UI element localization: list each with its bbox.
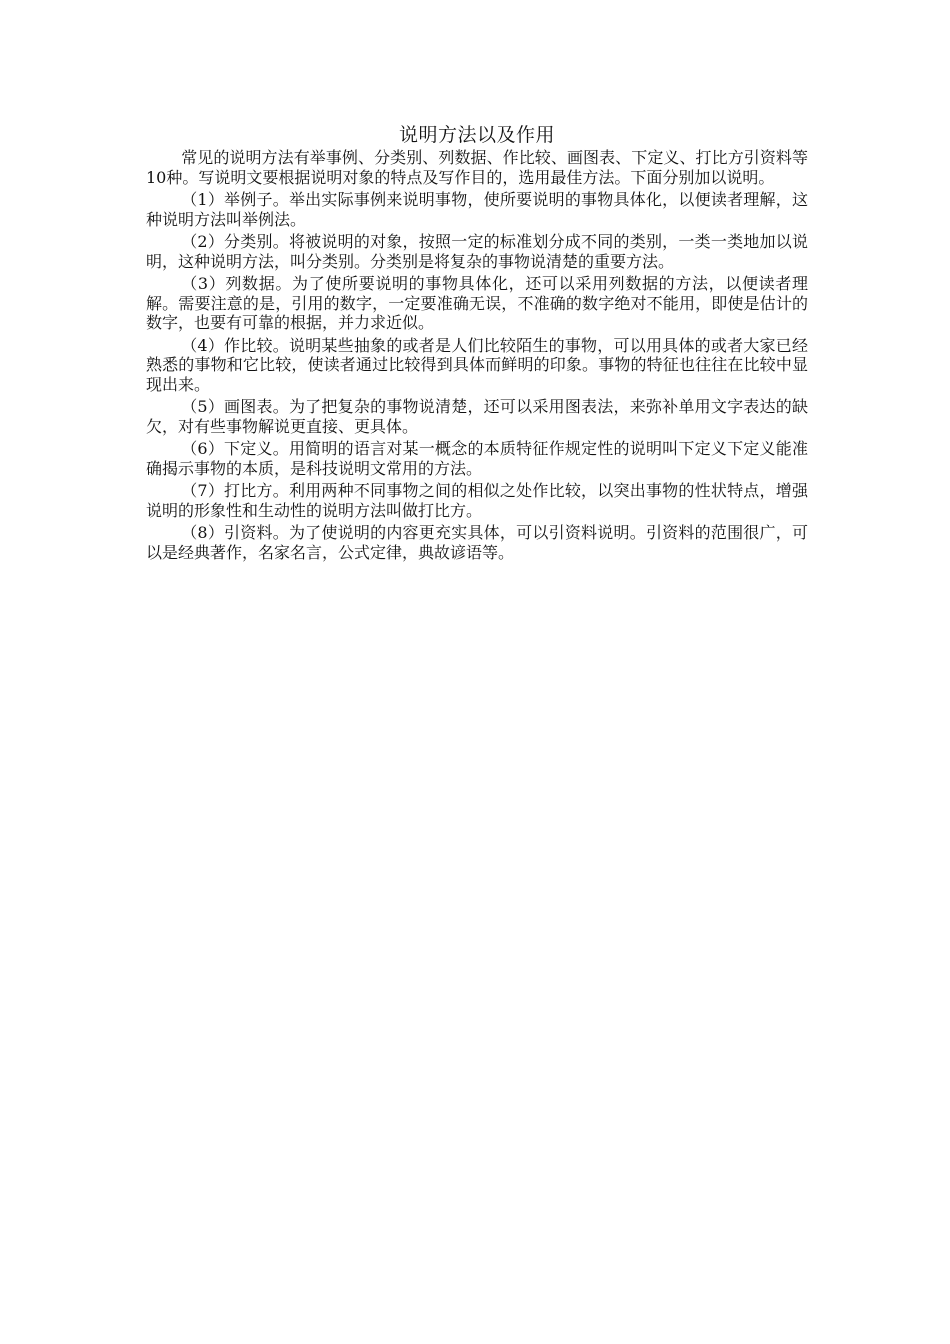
paragraph-definition: （6）下定义。用简明的语言对某一概念的本质特征作规定性的说明叫下定义下定义能准确揭示事物的本质，是科技说明文常用的方法。 bbox=[146, 439, 808, 478]
paragraph-data: （3）列数据。为了使所要说明的事物具体化，还可以采用列数据的方法，以便读者理解。需要注意的是，引用的数字，一定要准确无误，不准确的数字绝对不能用，即使是估计的数字，也要有可靠的根据，并力求近似。 bbox=[146, 274, 808, 332]
paragraph-citation: （8）引资料。为了使说明的内容更充实具体，可以引资料说明。引资料的范围很广，可以是经典著作，名家名言，公式定律，典故谚语等。 bbox=[146, 523, 808, 562]
paragraph-charts: （5）画图表。为了把复杂的事物说清楚，还可以采用图表法，来弥补单用文字表达的缺欠，对有些事物解说更直接、更具体。 bbox=[146, 397, 808, 436]
paragraph-analogy: （7）打比方。利用两种不同事物之间的相似之处作比较，以突出事物的性状特点，增强说明的形象性和生动性的说明方法叫做打比方。 bbox=[146, 481, 808, 520]
intro-paragraph: 常见的说明方法有举事例、分类别、列数据、作比较、画图表、下定义、打比方引资料等10种。写说明文要根据说明对象的特点及写作目的，选用最佳方法。下面分别加以说明。 bbox=[146, 148, 808, 187]
paragraph-classification: （2）分类别。将被说明的对象，按照一定的标准划分成不同的类别，一类一类地加以说明，这种说明方法，叫分类别。分类别是将复杂的事物说清楚的重要方法。 bbox=[146, 232, 808, 271]
document-page bbox=[146, 122, 808, 565]
paragraph-comparison: （4）作比较。说明某些抽象的或者是人们比较陌生的事物，可以用具体的或者大家已经熟悉的事物和它比较，使读者通过比较得到具体而鲜明的印象。事物的特征也往往在比较中显现出来。 bbox=[146, 335, 808, 394]
paragraph-example: （1）举例子。举出实际事例来说明事物，使所要说明的事物具体化，以便读者理解，这种说明方法叫举例法。 bbox=[146, 190, 808, 229]
document-title: 说明方法以及作用 bbox=[398, 124, 555, 146]
